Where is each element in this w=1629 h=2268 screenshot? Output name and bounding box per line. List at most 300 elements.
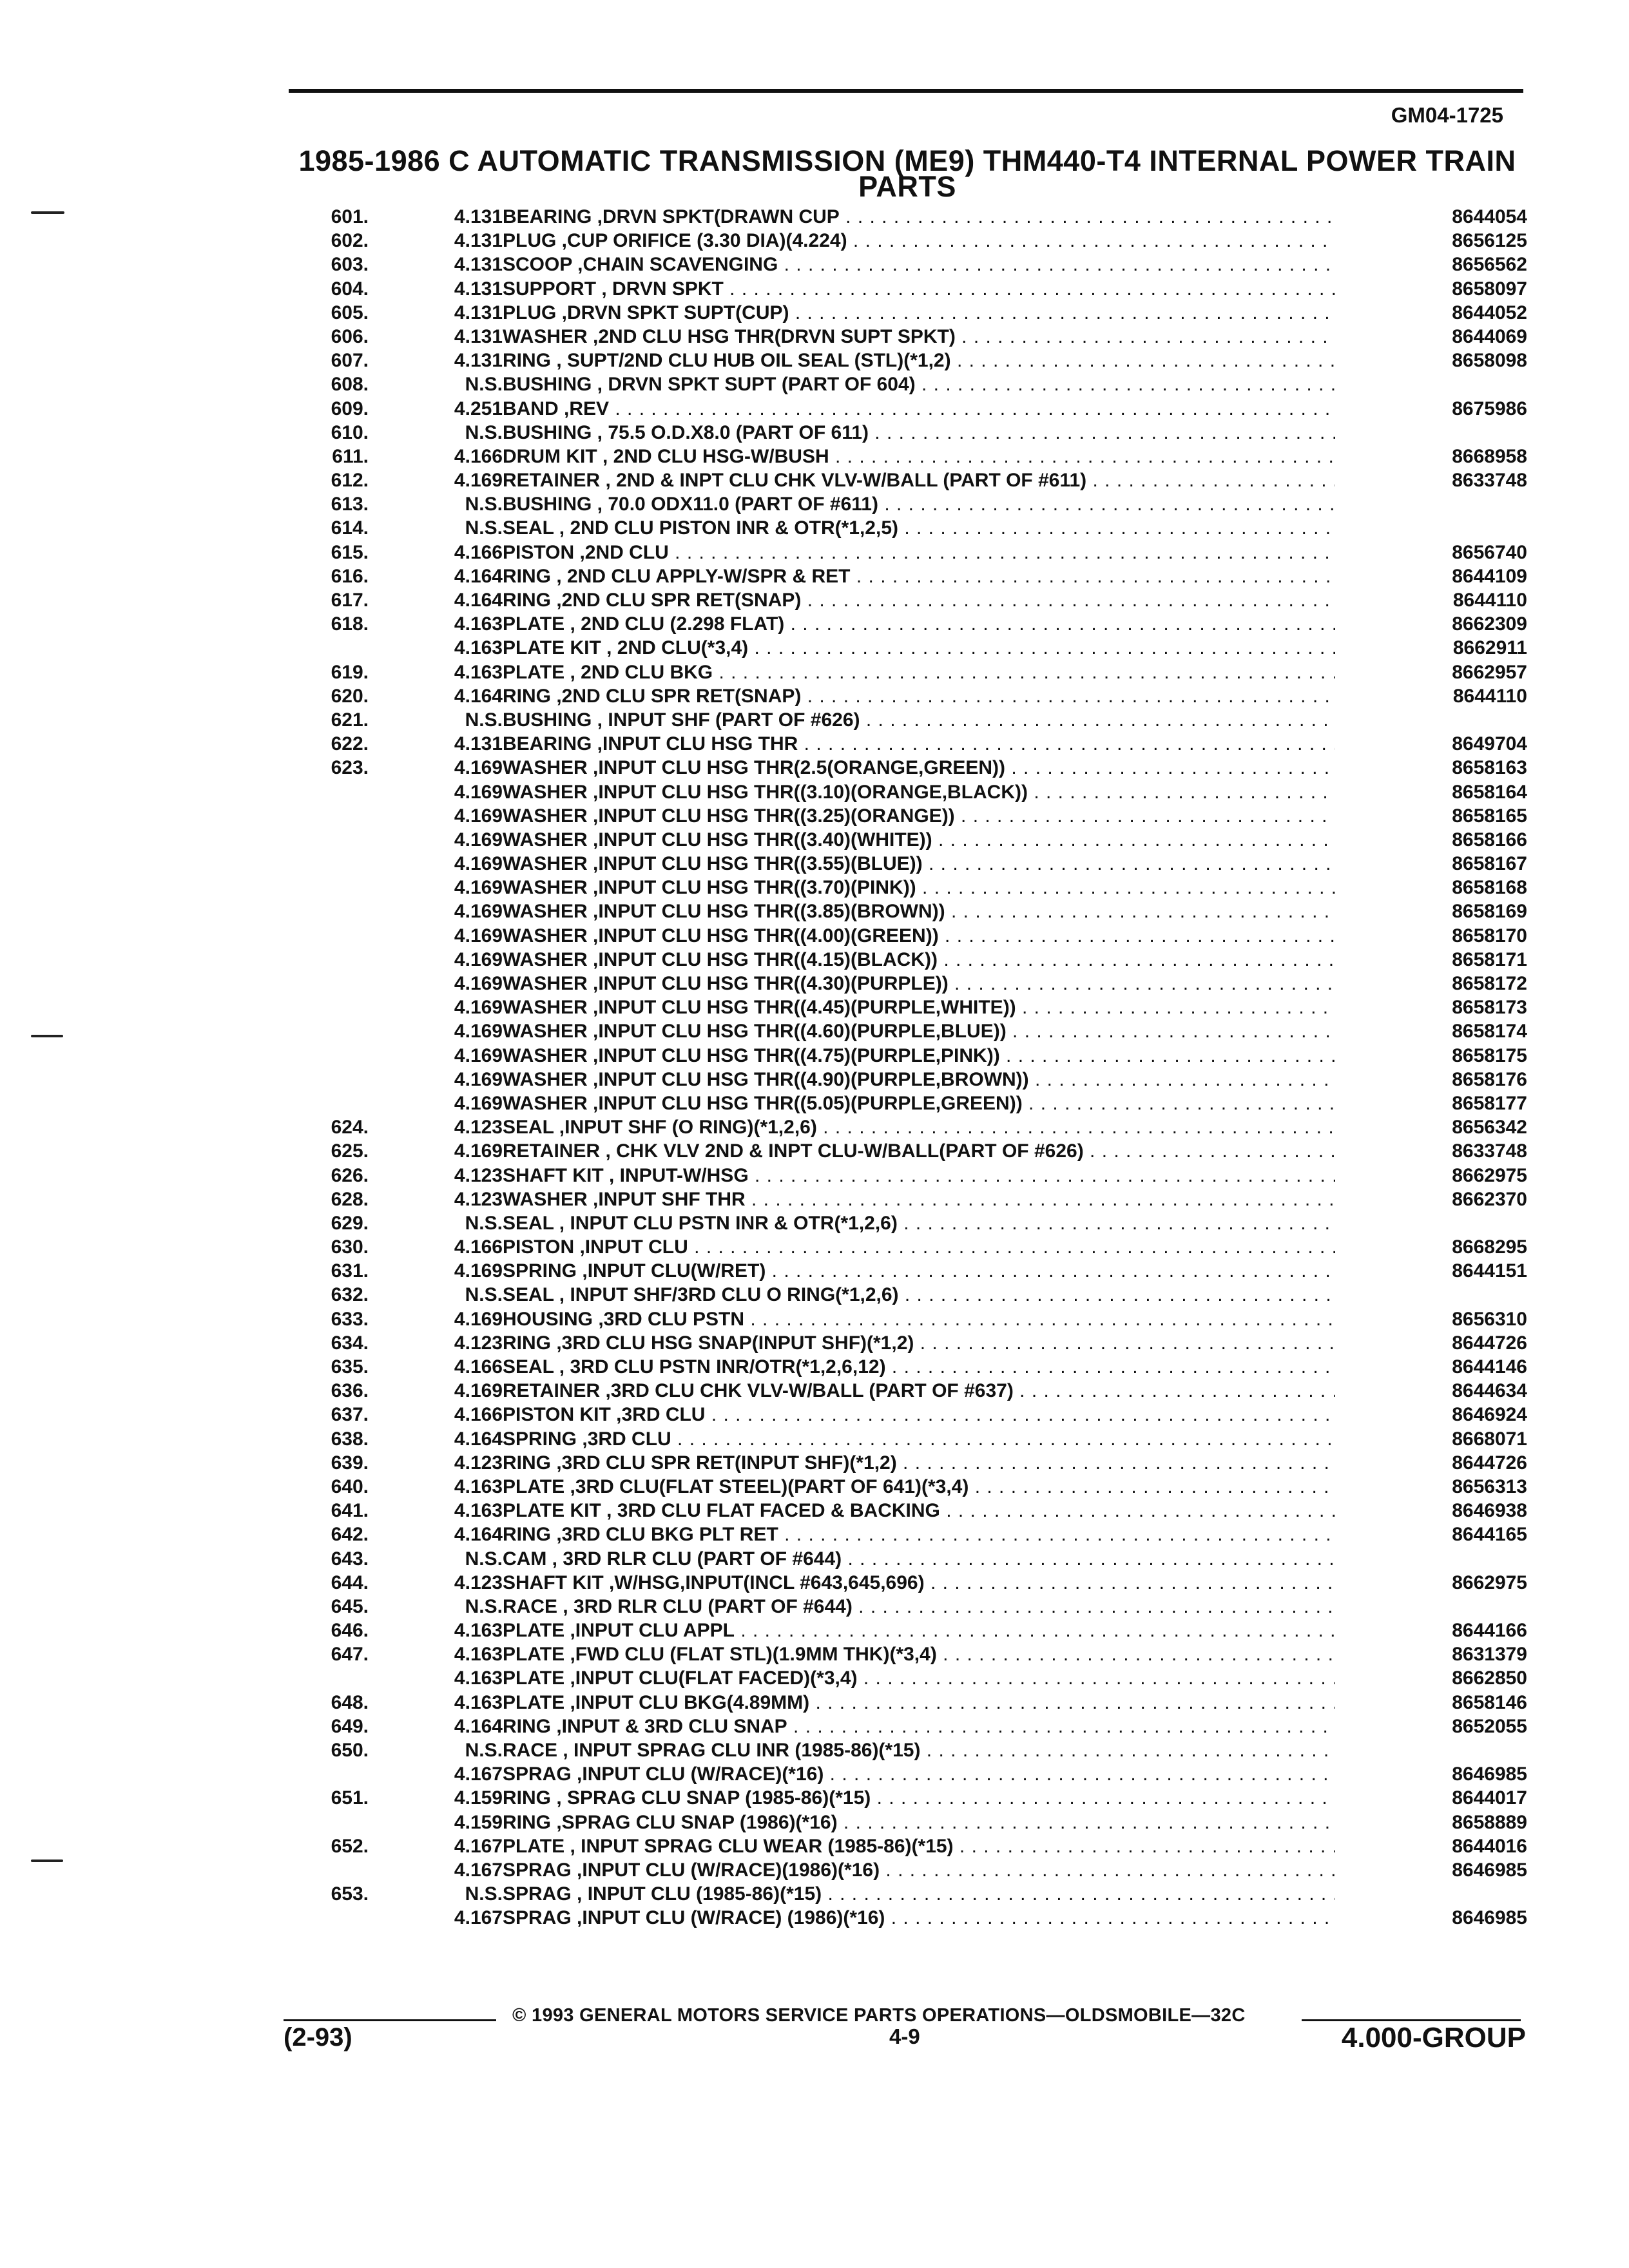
ref-number: 620. — [331, 685, 369, 707]
part-number: 8644146 — [1452, 1356, 1527, 1378]
table-row — [277, 1715, 1527, 1738]
part-description-cell — [503, 876, 1335, 899]
part-description-cell — [503, 1139, 1335, 1163]
illustration-number: N.S. — [465, 494, 503, 515]
illustration-number: 4.169 — [454, 948, 503, 970]
part-description-cell — [503, 1259, 1335, 1283]
part-description-cell — [503, 1499, 1335, 1523]
table-row — [277, 708, 1527, 732]
table-row — [277, 1259, 1527, 1283]
illustration-number: 4.166 — [454, 445, 503, 467]
part-number: 8662975 — [1452, 1164, 1527, 1186]
part-description-cell — [503, 1547, 1335, 1571]
part-number: 8633748 — [1452, 470, 1527, 492]
table-row — [277, 1115, 1527, 1139]
part-description: RING ,2ND CLU SPR RET(SNAP) — [503, 590, 802, 611]
ref-number: 637. — [331, 1404, 369, 1426]
part-description-cell — [503, 708, 1335, 732]
ref-number: 628. — [331, 1188, 369, 1210]
table-row — [277, 1499, 1527, 1523]
part-number: 8662911 — [1452, 637, 1527, 659]
table-row — [277, 1331, 1527, 1355]
part-description: RING ,INPUT & 3RD CLU SNAP — [503, 1715, 787, 1737]
part-description-cell — [503, 1044, 1335, 1068]
ref-number: 621. — [331, 709, 369, 731]
table-row — [277, 732, 1527, 756]
table-row — [277, 1571, 1527, 1595]
illustration-number: 4.169 — [454, 853, 503, 875]
ref-number: 636. — [331, 1380, 369, 1402]
part-description: PLATE , INPUT SPRAG CLU WEAR (1985-86)(*15) — [503, 1835, 954, 1857]
table-row — [277, 1451, 1527, 1475]
table-row — [277, 1691, 1527, 1715]
part-description: PLATE ,FWD CLU (FLAT STL)(1.9MM THK)(*3,4) — [503, 1644, 937, 1666]
part-description-cell — [503, 852, 1335, 876]
part-description: SPRING ,INPUT CLU(W/RET) — [503, 1260, 766, 1282]
table-row — [277, 1211, 1527, 1235]
ref-number: 602. — [331, 230, 369, 252]
revision-date: (2-93) — [284, 2023, 352, 2052]
part-number: 8668958 — [1452, 445, 1527, 467]
part-number: 8644726 — [1452, 1452, 1527, 1474]
illustration-number: 4.169 — [454, 1260, 503, 1282]
ref-number: 609. — [331, 398, 369, 419]
part-description-cell — [503, 1834, 1335, 1858]
part-description-cell — [503, 924, 1335, 948]
illustration-number: 4.169 — [454, 470, 503, 492]
part-description: WASHER ,INPUT CLU HSG THR((4.15)(BLACK)) — [503, 948, 938, 970]
part-description-cell — [503, 588, 1335, 612]
part-description-cell — [503, 253, 1335, 276]
part-number: 8658167 — [1452, 853, 1527, 875]
table-row — [277, 1547, 1527, 1571]
ref-number: 605. — [331, 302, 369, 323]
ref-number: 643. — [331, 1548, 369, 1570]
part-description: DRUM KIT , 2ND CLU HSG-W/BUSH — [503, 445, 829, 467]
part-number: 8658164 — [1452, 781, 1527, 803]
table-row — [277, 229, 1527, 253]
part-description-cell — [503, 1666, 1335, 1690]
part-description-cell — [503, 229, 1335, 253]
part-description: WASHER ,INPUT CLU HSG THR((4.00)(GREEN)) — [503, 925, 939, 947]
illustration-number: 4.169 — [454, 925, 503, 947]
part-description: SHAFT KIT , INPUT-W/HSG — [503, 1164, 749, 1186]
part-description-cell — [503, 1187, 1335, 1211]
binder-mark — [31, 211, 64, 214]
part-description-cell — [503, 421, 1335, 445]
part-description: WASHER ,INPUT CLU HSG THR((3.10)(ORANGE,BLACK)) — [503, 781, 1028, 803]
part-description: PISTON KIT ,3RD CLU — [503, 1404, 706, 1426]
illustration-number: 4.123 — [454, 1332, 503, 1354]
part-number: 8675986 — [1452, 398, 1527, 419]
illustration-number: 4.163 — [454, 661, 503, 683]
part-number: 8662370 — [1452, 1188, 1527, 1210]
table-row — [277, 1091, 1527, 1115]
part-number: 8652055 — [1452, 1715, 1527, 1737]
illustration-number: 4.169 — [454, 757, 503, 779]
part-description: PLATE ,INPUT CLU APPL — [503, 1620, 735, 1642]
ref-number: 648. — [331, 1691, 369, 1713]
binder-mark — [31, 1860, 63, 1862]
part-number: 8658176 — [1452, 1068, 1527, 1090]
part-description-cell — [503, 564, 1335, 588]
part-description-cell — [503, 972, 1335, 995]
part-number: 8633748 — [1452, 1140, 1527, 1162]
ref-number: 630. — [331, 1236, 369, 1258]
part-description: WASHER ,INPUT CLU HSG THR((4.90)(PURPLE,BROWN)) — [503, 1068, 1029, 1090]
ref-number: 618. — [331, 613, 369, 635]
illustration-number: 4.166 — [454, 1356, 503, 1378]
part-description: WASHER ,INPUT CLU HSG THR((5.05)(PURPLE,GREEN)) — [503, 1092, 1023, 1114]
illustration-number: 4.164 — [454, 1715, 503, 1737]
table-row — [277, 1738, 1527, 1762]
table-row — [277, 445, 1527, 468]
part-number: 8658098 — [1452, 350, 1527, 372]
ref-number: 626. — [331, 1164, 369, 1186]
part-description-cell — [503, 1235, 1335, 1259]
part-number: 8662850 — [1452, 1667, 1527, 1689]
ref-number: 616. — [331, 565, 369, 587]
table-row — [277, 588, 1527, 612]
illustration-number: 4.169 — [454, 1092, 503, 1114]
ref-number: 614. — [331, 517, 369, 539]
part-description: RING ,SPRAG CLU SNAP (1986)(*16) — [503, 1811, 838, 1833]
table-row — [277, 349, 1527, 372]
part-description: SPRING ,3RD CLU — [503, 1428, 671, 1450]
part-description: PISTON ,INPUT CLU — [503, 1236, 688, 1258]
part-description: PLUG ,DRVN SPKT SUPT(CUP) — [503, 302, 789, 323]
part-number: 8658165 — [1452, 805, 1527, 827]
part-number: 8644054 — [1452, 206, 1527, 227]
illustration-number: 4.167 — [454, 1763, 503, 1785]
binder-mark — [31, 1035, 63, 1037]
part-number: 8644110 — [1452, 685, 1527, 707]
part-number: 8656342 — [1452, 1117, 1527, 1139]
part-description-cell — [503, 1691, 1335, 1715]
part-number: 8644726 — [1452, 1332, 1527, 1354]
part-description: PISTON ,2ND CLU — [503, 541, 669, 563]
ref-number: 611. — [332, 445, 369, 467]
part-number: 8658173 — [1452, 997, 1527, 1019]
part-number: 8644110 — [1452, 590, 1527, 611]
table-row — [277, 899, 1527, 923]
parts-list — [277, 205, 1527, 1930]
illustration-number: N.S. — [465, 1212, 503, 1234]
table-row — [277, 876, 1527, 899]
part-description-cell — [503, 492, 1335, 516]
part-description: RING , SUPT/2ND CLU HUB OIL SEAL (STL)(*1,2) — [503, 350, 951, 372]
table-row — [277, 253, 1527, 276]
part-number: 8644634 — [1452, 1380, 1527, 1402]
part-number: 8658166 — [1452, 829, 1527, 850]
part-description: SPRAG ,INPUT CLU (W/RACE)(*16) — [503, 1763, 824, 1785]
table-row — [277, 541, 1527, 564]
part-description-cell — [503, 995, 1335, 1019]
illustration-number: 4.163 — [454, 1475, 503, 1497]
illustration-number: 4.169 — [454, 877, 503, 899]
illustration-number: 4.164 — [454, 685, 503, 707]
part-number: 8644109 — [1452, 565, 1527, 587]
illustration-number: 4.163 — [454, 1691, 503, 1713]
part-description-cell — [503, 1283, 1335, 1307]
ref-number: 645. — [331, 1595, 369, 1617]
ref-number: 647. — [331, 1644, 369, 1666]
part-number: 8644166 — [1452, 1620, 1527, 1642]
part-description-cell — [503, 1403, 1335, 1427]
table-row — [277, 660, 1527, 684]
illustration-number: 4.169 — [454, 1021, 503, 1043]
part-description-cell — [503, 1211, 1335, 1235]
part-description: PLATE , 2ND CLU (2.298 FLAT) — [503, 613, 785, 635]
part-number: 8658169 — [1452, 901, 1527, 923]
table-row — [277, 1834, 1527, 1858]
part-number: 8644052 — [1452, 302, 1527, 323]
illustration-number: 4.159 — [454, 1811, 503, 1833]
ref-number: 612. — [331, 470, 369, 492]
part-description-cell — [503, 1451, 1335, 1475]
part-number: 8646924 — [1452, 1404, 1527, 1426]
table-row — [277, 780, 1527, 804]
part-description-cell — [503, 1091, 1335, 1115]
ref-number: 639. — [331, 1452, 369, 1474]
illustration-number: 4.163 — [454, 1500, 503, 1522]
part-description: BAND ,REV — [503, 398, 610, 419]
part-description: RING ,3RD CLU HSG SNAP(INPUT SHF)(*1,2) — [503, 1332, 914, 1354]
part-description: RING , 2ND CLU APPLY-W/SPR & RET — [503, 565, 851, 587]
page-title: 1985-1986 C AUTOMATIC TRANSMISSION (ME9) THM440-T4 INTERNAL POWER TRAIN — [298, 144, 1516, 177]
illustration-number: 4.163 — [454, 613, 503, 635]
part-description: RING , SPRAG CLU SNAP (1985-86)(*15) — [503, 1787, 871, 1809]
illustration-number: 4.131 — [454, 206, 503, 227]
table-row — [277, 948, 1527, 972]
ref-number: 646. — [331, 1620, 369, 1642]
part-description: SEAL , INPUT SHF/3RD CLU O RING(*1,2,6) — [503, 1284, 899, 1306]
part-description-cell — [503, 732, 1335, 756]
illustration-number: 4.123 — [454, 1117, 503, 1139]
part-description: PLUG ,CUP ORIFICE (3.30 DIA)(4.224) — [503, 230, 847, 252]
illustration-number: 4.163 — [454, 1620, 503, 1642]
illustration-number: 4.164 — [454, 590, 503, 611]
part-description-cell — [503, 1427, 1335, 1451]
part-description-cell — [503, 1307, 1335, 1331]
table-row — [277, 325, 1527, 349]
illustration-number: 4.169 — [454, 1068, 503, 1090]
part-description-cell — [503, 277, 1335, 301]
part-description-cell — [503, 1906, 1335, 1930]
table-row — [277, 995, 1527, 1019]
page-title-continued: PARTS — [858, 170, 956, 203]
part-description-cell — [503, 1331, 1335, 1355]
part-description: BUSHING , 70.0 ODX11.0 (PART OF #611) — [503, 494, 878, 515]
illustration-number: 4.159 — [454, 1787, 503, 1809]
part-number: 8644017 — [1452, 1787, 1527, 1809]
part-description: RACE , 3RD RLR CLU (PART OF #644) — [503, 1595, 853, 1617]
part-description-cell — [503, 325, 1335, 349]
header-rule — [289, 89, 1523, 93]
ref-number: 623. — [331, 757, 369, 779]
part-description-cell — [503, 780, 1335, 804]
table-row — [277, 1379, 1527, 1403]
part-number: 8658171 — [1452, 948, 1527, 970]
part-number: 8658163 — [1452, 757, 1527, 779]
part-number: 8656310 — [1452, 1308, 1527, 1330]
part-description: PLATE ,3RD CLU(FLAT STEEL)(PART OF 641)(*3,4) — [503, 1475, 969, 1497]
part-number: 8658889 — [1452, 1811, 1527, 1833]
part-description: WASHER ,INPUT CLU HSG THR((3.25)(ORANGE)) — [503, 805, 955, 827]
illustration-number: 4.169 — [454, 1380, 503, 1402]
part-description: SEAL , INPUT CLU PSTN INR & OTR(*1,2,6) — [503, 1212, 898, 1234]
table-row — [277, 372, 1527, 396]
illustration-number: 4.169 — [454, 1140, 503, 1162]
part-description-cell — [503, 1571, 1335, 1595]
part-description: WASHER ,INPUT CLU HSG THR((3.40)(WHITE)) — [503, 829, 932, 850]
part-number: 8658097 — [1452, 278, 1527, 300]
table-row — [277, 852, 1527, 876]
table-row — [277, 397, 1527, 421]
part-number: 8656125 — [1452, 230, 1527, 252]
part-description-cell — [503, 948, 1335, 972]
illustration-number: 4.164 — [454, 1524, 503, 1546]
part-number: 8662957 — [1452, 661, 1527, 683]
table-row — [277, 972, 1527, 995]
illustration-number: 4.123 — [454, 1188, 503, 1210]
ref-number: 606. — [331, 325, 369, 347]
illustration-number: N.S. — [465, 1284, 503, 1306]
part-description-cell — [503, 445, 1335, 468]
table-row — [277, 1642, 1527, 1666]
part-description: RETAINER , CHK VLV 2ND & INPT CLU-W/BALL(PART OF #626) — [503, 1140, 1084, 1162]
part-description-cell — [503, 541, 1335, 564]
part-description: SEAL , 3RD CLU PSTN INR/OTR(*1,2,6,12) — [503, 1356, 886, 1378]
ref-number: 604. — [331, 278, 369, 300]
part-number: 8658146 — [1452, 1691, 1527, 1713]
part-description: SCOOP ,CHAIN SCAVENGING — [503, 254, 778, 276]
part-description: WASHER ,INPUT CLU HSG THR((4.75)(PURPLE,PINK)) — [503, 1044, 1000, 1066]
part-description-cell — [503, 397, 1335, 421]
illustration-number: 4.131 — [454, 350, 503, 372]
table-row — [277, 636, 1527, 660]
table-row — [277, 1403, 1527, 1427]
ref-number: 603. — [331, 254, 369, 276]
table-row — [277, 1906, 1527, 1930]
part-description: SEAL ,INPUT SHF (O RING)(*1,2,6) — [503, 1117, 817, 1139]
part-number: 8646938 — [1452, 1500, 1527, 1522]
part-number: 8656740 — [1452, 541, 1527, 563]
table-row — [277, 828, 1527, 852]
illustration-number: N.S. — [465, 1740, 503, 1761]
table-row — [277, 1882, 1527, 1906]
table-row — [277, 516, 1527, 540]
table-row — [277, 1475, 1527, 1499]
illustration-number: 4.251 — [454, 398, 503, 419]
table-row — [277, 468, 1527, 492]
ref-number: 613. — [331, 494, 369, 515]
table-row — [277, 564, 1527, 588]
part-number: 8644016 — [1452, 1835, 1527, 1857]
illustration-number: 4.123 — [454, 1571, 503, 1593]
illustration-number: 4.169 — [454, 781, 503, 803]
illustration-number: N.S. — [465, 709, 503, 731]
part-description-cell — [503, 684, 1335, 708]
ref-number: 629. — [331, 1212, 369, 1234]
part-description-cell — [503, 1068, 1335, 1091]
part-description: WASHER ,INPUT CLU HSG THR((3.55)(BLUE)) — [503, 853, 923, 875]
table-row — [277, 1235, 1527, 1259]
illustration-number: N.S. — [465, 421, 503, 443]
part-description-cell — [503, 1642, 1335, 1666]
part-description: PLATE , 2ND CLU BKG — [503, 661, 713, 683]
part-description: SHAFT KIT ,W/HSG,INPUT(INCL #643,645,696) — [503, 1571, 925, 1593]
illustration-number: 4.123 — [454, 1164, 503, 1186]
illustration-number: 4.167 — [454, 1859, 503, 1881]
part-description: RING ,3RD CLU BKG PLT RET — [503, 1524, 778, 1546]
part-description-cell — [503, 1115, 1335, 1139]
ref-number: 608. — [331, 374, 369, 396]
ref-number: 610. — [331, 421, 369, 443]
part-description-cell — [503, 899, 1335, 923]
illustration-number: 4.163 — [454, 1667, 503, 1689]
part-number: 8656562 — [1452, 254, 1527, 276]
part-description-cell — [503, 1811, 1335, 1834]
part-description: SPRAG ,INPUT CLU (W/RACE)(1986)(*16) — [503, 1859, 880, 1881]
illustration-number: N.S. — [465, 1548, 503, 1570]
illustration-number: 4.169 — [454, 1044, 503, 1066]
part-description: BEARING ,INPUT CLU HSG THR — [503, 733, 798, 755]
table-row — [277, 756, 1527, 780]
part-description: HOUSING ,3RD CLU PSTN — [503, 1308, 745, 1330]
ref-number: 615. — [331, 541, 369, 563]
table-row — [277, 1666, 1527, 1690]
ref-number: 638. — [331, 1428, 369, 1450]
part-description: WASHER ,INPUT CLU HSG THR(2.5(ORANGE,GREEN)) — [503, 757, 1006, 779]
part-description-cell — [503, 468, 1335, 492]
part-description: RING ,3RD CLU SPR RET(INPUT SHF)(*1,2) — [503, 1452, 897, 1474]
table-row — [277, 1619, 1527, 1642]
part-description-cell — [503, 301, 1335, 325]
illustration-number: 4.131 — [454, 278, 503, 300]
illustration-number: N.S. — [465, 374, 503, 396]
table-row — [277, 1355, 1527, 1379]
illustration-number: 4.131 — [454, 325, 503, 347]
ref-number: 649. — [331, 1715, 369, 1737]
table-row — [277, 684, 1527, 708]
ref-number: 634. — [331, 1332, 369, 1354]
part-description: BUSHING , INPUT SHF (PART OF #626) — [503, 709, 860, 731]
illustration-number: 4.163 — [454, 1644, 503, 1666]
ref-number: 607. — [331, 350, 369, 372]
part-number: 8662975 — [1452, 1571, 1527, 1593]
part-description: SUPPORT , DRVN SPKT — [503, 278, 724, 300]
part-description-cell — [503, 1762, 1335, 1786]
illustration-number: 4.166 — [454, 1236, 503, 1258]
part-description: BUSHING , DRVN SPKT SUPT (PART OF 604) — [503, 374, 916, 396]
part-description-cell — [503, 1475, 1335, 1499]
part-description: WASHER ,INPUT CLU HSG THR((3.85)(BROWN)) — [503, 901, 945, 923]
ref-number: 625. — [331, 1140, 369, 1162]
illustration-number: 4.169 — [454, 901, 503, 923]
part-description-cell — [503, 1619, 1335, 1642]
illustration-number: 4.164 — [454, 565, 503, 587]
part-description-cell — [503, 1738, 1335, 1762]
ref-number: 619. — [331, 661, 369, 683]
part-description: SPRAG , INPUT CLU (1985-86)(*15) — [503, 1883, 822, 1905]
illustration-number: 4.169 — [454, 997, 503, 1019]
part-description-cell — [503, 1355, 1335, 1379]
part-description: PLATE KIT , 3RD CLU FLAT FACED & BACKING — [503, 1500, 940, 1522]
table-row — [277, 1044, 1527, 1068]
table-row — [277, 1164, 1527, 1187]
document-number: GM04-1725 — [1391, 103, 1503, 127]
